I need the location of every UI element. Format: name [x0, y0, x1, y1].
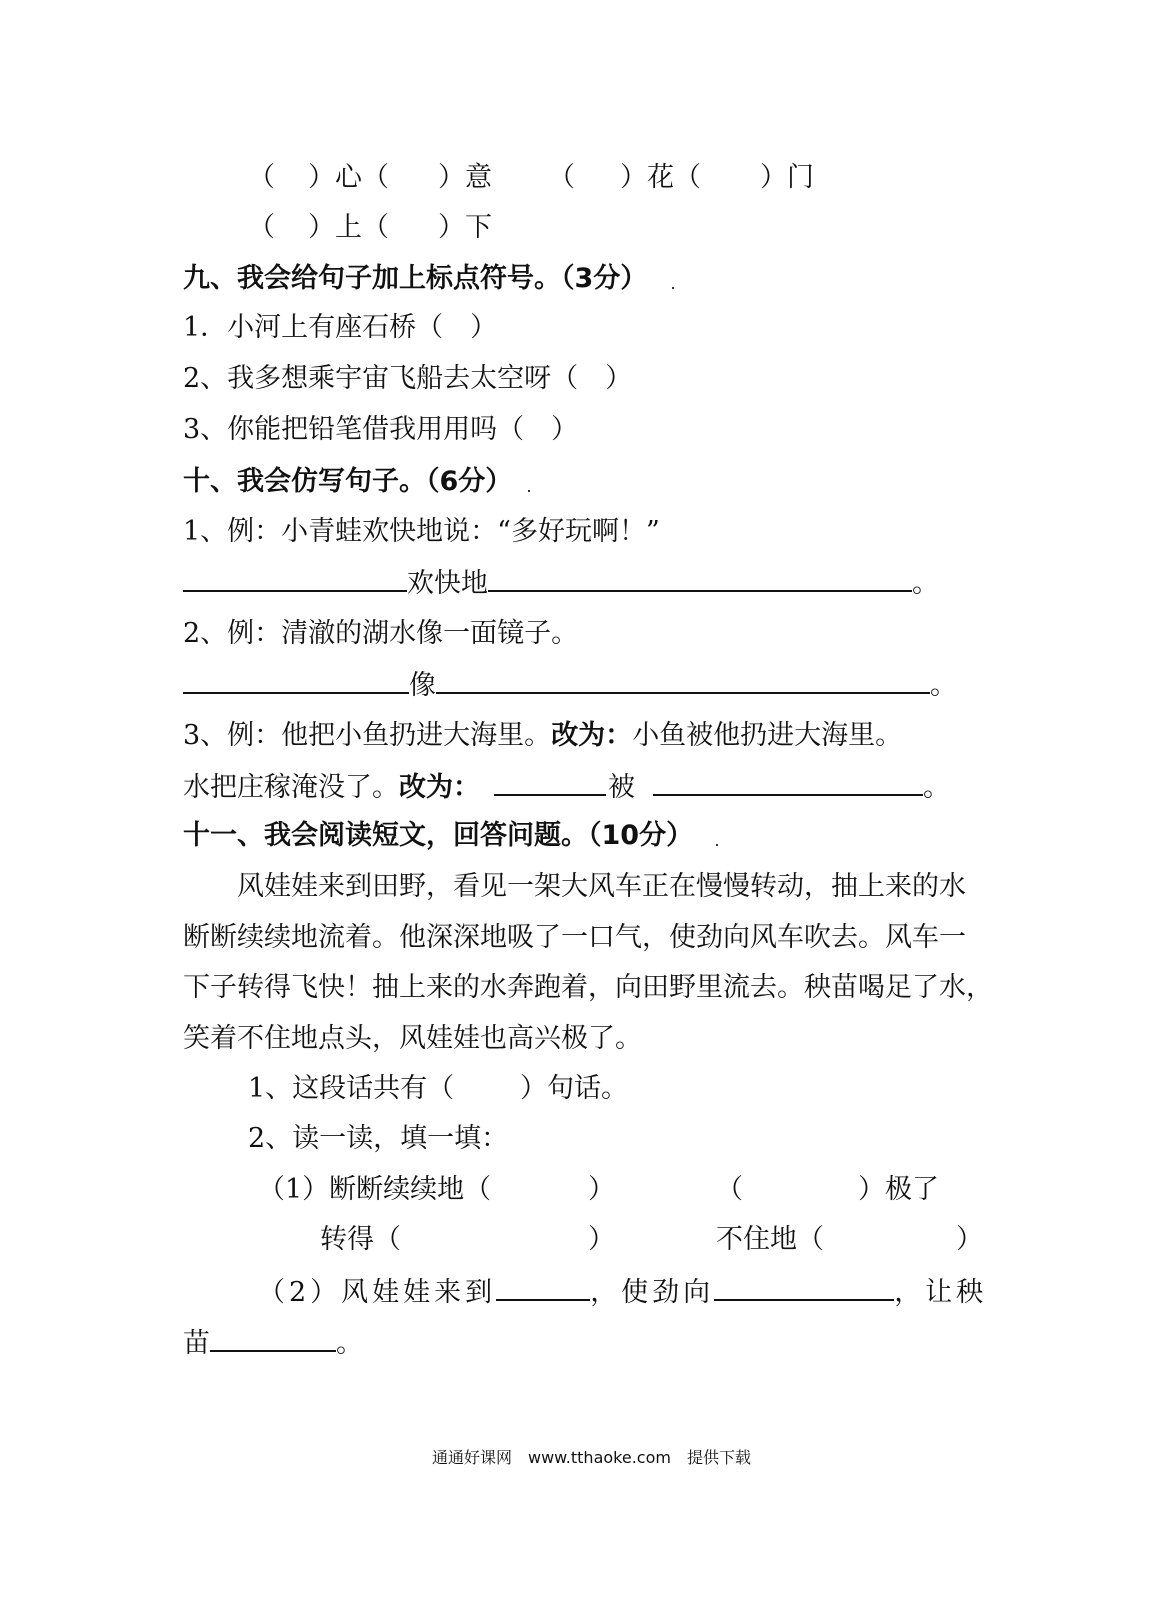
punct-item-1: 1．小河上有座石桥（ ） — [183, 312, 498, 343]
q2-1b-text: ） — [588, 1224, 615, 1255]
section-9-title: 九、我会给句子加上标点符号。（3分） — [183, 263, 648, 294]
change-label: 改为： — [551, 720, 633, 751]
idiom-paren: （ — [248, 212, 275, 243]
answer-blank[interactable] — [714, 1275, 894, 1301]
idiom-text: ）意 — [438, 162, 492, 193]
imitate-example-3 — [183, 719, 902, 753]
passage-line: 下子转得飞快！抽上来的水奔跑着，向田野里流去。秧苗喝足了水， — [183, 972, 993, 1003]
stray-mark — [672, 287, 674, 289]
answer-blank[interactable] — [210, 1326, 336, 1352]
section-11-title: 十一、我会阅读短文，回答问题。（10分） — [183, 820, 694, 851]
q2-2-text: （2）风娃娃来到 — [258, 1277, 497, 1308]
keyword: 像 — [409, 670, 436, 701]
idiom-text: ）花（ — [620, 162, 701, 193]
answer-blank[interactable] — [183, 566, 407, 592]
period: 。 — [923, 772, 950, 803]
footer-source: 通通好课网 www.tthaoke.com 提供下载 — [432, 1448, 751, 1467]
imitate-example-2: 2、例：清澈的湖水像一面镜子。 — [183, 618, 579, 649]
passage-line: 断断续续地流着。他深深地吸了一口气，使劲向风车吹去。风车一 — [183, 922, 966, 953]
period: 。 — [930, 670, 957, 701]
q2-1b-text: 不住地（ — [716, 1224, 824, 1255]
imitate-answer-1 — [183, 566, 939, 601]
stray-mark — [528, 490, 530, 492]
punct-item-2: 2、我多想乘宇宙飞船去太空呀（ ） — [183, 363, 633, 394]
idiom-paren: （ — [248, 162, 275, 193]
answer-blank[interactable] — [494, 770, 606, 796]
change-label: 改为： — [399, 772, 480, 803]
q2-2-text: ，让秧 — [894, 1277, 988, 1308]
q2-1b-text: 转得（ — [320, 1224, 401, 1255]
q2-1b-text: ） — [956, 1224, 983, 1255]
reading-q2-2-cont — [183, 1326, 363, 1361]
q2-1-text: ）极了 — [858, 1174, 939, 1205]
reading-q2: 2、读一读，填一填： — [248, 1123, 509, 1154]
passage-line: 笑着不住地点头，风娃娃也高兴极了。 — [183, 1023, 642, 1054]
stray-mark — [716, 844, 718, 846]
idiom-text: ）心（ — [308, 162, 389, 193]
idiom-text: ）下 — [438, 212, 492, 243]
passage-line: 风娃娃来到田野，看见一架大风车正在慢慢转动，抽上来的水 — [237, 871, 966, 902]
q2-1-text: （ — [716, 1174, 743, 1205]
period: 。 — [912, 568, 939, 599]
reading-q2-2 — [258, 1275, 987, 1310]
q2-2-text: ，使劲向 — [590, 1277, 715, 1308]
answer-blank[interactable] — [496, 1275, 590, 1301]
q2-1-text: ） — [588, 1174, 615, 1205]
imitate-example-1: 1、例：小青蛙欢快地说：“多好玩啊！” — [183, 516, 660, 547]
idiom-paren: （ — [548, 162, 575, 193]
q2-2-text: 苗 — [183, 1328, 210, 1359]
answer-blank[interactable] — [183, 668, 409, 694]
idiom-text: ）上（ — [308, 212, 389, 243]
example-result: 小鱼被他扔进大海里。 — [632, 720, 903, 751]
punct-item-3: 3、你能把铅笔借我用用吗（ ） — [183, 414, 579, 445]
idiom-text: ）门 — [760, 162, 814, 193]
question-sentence: 水把庄稼淹没了。 — [183, 772, 399, 803]
q2-1-text: （1）断断续续地（ — [258, 1174, 492, 1205]
answer-blank[interactable] — [488, 566, 912, 592]
q1-text: 1、这段话共有（ — [248, 1073, 455, 1104]
keyword: 欢快地 — [407, 568, 488, 599]
answer-blank[interactable] — [436, 668, 930, 694]
example-sentence: 3、例：他把小鱼扔进大海里。 — [183, 720, 552, 751]
keyword: 被 — [608, 772, 635, 803]
q2-2-text: 。 — [336, 1328, 363, 1359]
section-10-title: 十、我会仿写句子。（6分） — [183, 466, 513, 497]
q1-text: ）句话。 — [520, 1073, 628, 1104]
imitate-answer-3 — [183, 770, 950, 805]
imitate-answer-2 — [183, 668, 957, 703]
answer-blank[interactable] — [653, 770, 923, 796]
